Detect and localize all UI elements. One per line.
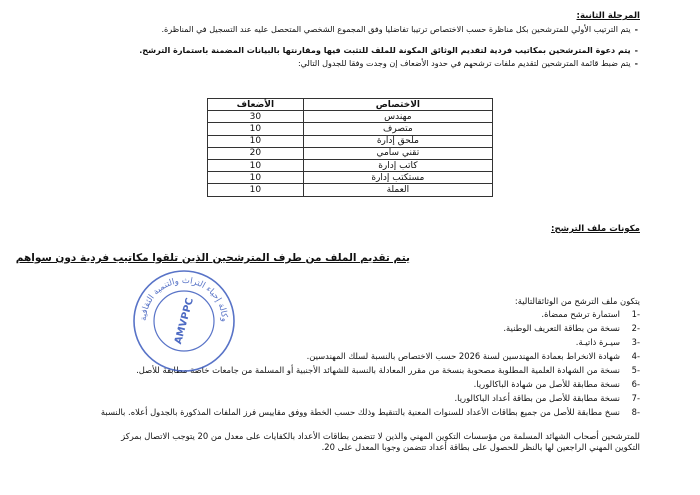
item-text: نسخ مطابقة للأصل من جميع بطاقات الأعداد للسنوات المعنية بالتنقيط وذلك حسب الخطة ووفق مقاييس فرز الملفات المذكورة بالجدول أعلاه. بالنسبة <box>100 407 620 417</box>
multiple-cell: 10 <box>208 184 304 196</box>
item-text: نسخة من الشهادة العلمية المطلوبة مصحوبة بنسخة من مقرر المعادلة بالنسبة للشهائد الأجنبية أو المسلمة من جامعات خاصة مطابقة للأصل. <box>136 365 620 375</box>
item-number: -1 <box>631 309 640 319</box>
table-header-row <box>208 99 493 111</box>
table-row <box>208 184 493 196</box>
table-row <box>208 123 493 135</box>
multiple-cell: 10 <box>208 135 304 147</box>
submission-title: يتم تقديم الملف من طرف المترشحين الذين تلقوا مكاتيب فردية دون سواهم <box>15 252 410 264</box>
item-number: -2 <box>631 323 640 333</box>
header-multiples: الأضعاف <box>208 99 304 111</box>
table-row <box>208 111 493 123</box>
official-stamp <box>131 268 237 374</box>
specialty-cell: العملة <box>303 184 492 196</box>
file-components-title: مكونات ملف الترشح: <box>551 224 640 234</box>
paragraph-initial-ranking: -يتم الترتيب الأولي للمترشحين بكل مناظرة حسب الاختصاص ترتيبا تفاضليا وفق المجموع الشخصي المتحصل عليه عند التسجيل في المناظرة. <box>161 24 638 34</box>
specialty-cell: مستكتب إدارة <box>303 172 492 184</box>
documents-intro: يتكون ملف الترشح من الوثائقالتالية: <box>514 296 640 306</box>
item-number: -7 <box>631 393 640 403</box>
specialty-cell: ملحق إدارة <box>303 135 492 147</box>
item-text: سيـرة ذاتيـة. <box>575 337 620 347</box>
item-text: استمارة ترشح ممضاة. <box>541 309 620 319</box>
item-text: نسخة من بطاقة التعريف الوطنية. <box>503 323 620 333</box>
paragraph-individual-invitations: -يتم دعوة المترشحين بمكاتيب فردية لتقديم الوثائق المكونة للملف للتثبت فيها ومقارنتها بالبيانات المضمنة باستمارة الترشح. <box>139 45 638 55</box>
item-number: -5 <box>631 365 640 375</box>
paragraph-candidate-list: -يتم ضبط قائمة المترشحين لتقديم ملفات ترشحهم في حدود الأضعاف إن وجدت وفقا للجدول التالي: <box>297 58 638 68</box>
table-row <box>208 147 493 159</box>
table-row <box>208 172 493 184</box>
stamp-ring-text: وكالة إحياء التراث والتنمية الثقافية <box>138 275 230 323</box>
multiple-cell: 10 <box>208 123 304 135</box>
stage-title: المرحلة الثانية: <box>576 11 640 21</box>
list-item <box>60 405 640 419</box>
table-row <box>208 135 493 147</box>
item-text: نسخة مطابقة للأصل من شهادة الباكالوريا. <box>473 379 620 389</box>
specialty-cell: متصرف <box>303 123 492 135</box>
multiple-cell: 10 <box>208 172 304 184</box>
table-row <box>208 159 493 171</box>
item-number: -4 <box>631 351 640 361</box>
item-number: -6 <box>631 379 640 389</box>
bullet: - <box>634 24 638 34</box>
bullet: - <box>634 58 638 68</box>
item-text: نسخة مطابقة للأصل من بطاقة أعداد الباكالوريا. <box>454 393 620 403</box>
multiple-cell: 20 <box>208 147 304 159</box>
item-text: شهادة الانخراط بعمادة المهندسين لسنة 2026 حسب الاختصاص بالنسبة لسلك المهندسين. <box>306 351 620 361</box>
specialty-cell: مهندس <box>303 111 492 123</box>
quota-table <box>207 98 493 197</box>
multiple-cell: 10 <box>208 159 304 171</box>
multiple-cell: 30 <box>208 111 304 123</box>
item-8-continuation-2: التكوين المهني الراجعين لها بالنظر للحصول على بطاقة أعداد تتضمن وجوبا المعدل على 20. <box>321 442 640 452</box>
specialty-cell: كاتب إدارة <box>303 159 492 171</box>
header-specialty: الاختصاص <box>303 99 492 111</box>
stamp-center-text: AMVPPC <box>173 296 196 346</box>
item-number: -8 <box>631 407 640 417</box>
list-item <box>60 391 640 405</box>
item-8-continuation-1: للمترشحين أصحاب الشهائد المسلمة من مؤسسات التكوين المهني والذين لا تتضمن بطاقات الأعداد بالكفايات على معدل من 20 يتوجب الاتصال بمركز <box>121 431 640 441</box>
list-item <box>60 377 640 391</box>
bullet: - <box>634 45 638 55</box>
specialty-cell: تقني سامي <box>303 147 492 159</box>
item-number: -3 <box>631 337 640 347</box>
